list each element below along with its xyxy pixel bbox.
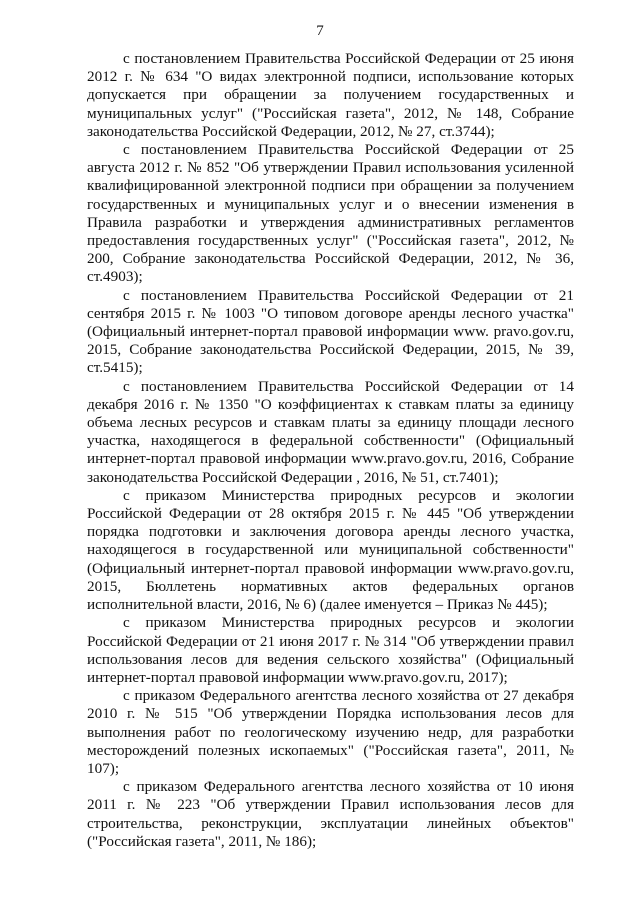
paragraph-resolution-1003: с постановлением Правительства Российской Федерации от 21 сентября 2015 г. № 1003 "О типовом договоре аренды лесного участка" (Официальный интернет-портал правовой информации www. pravo.gov.ru, 2015, Собрание законодательства Российской Федерации, 2015, № 39, ст.5415); (87, 286, 574, 377)
paragraph-order-445: с приказом Министерства природных ресурсов и экологии Российской Федерации от 28 октября 2015 г. № 445 "Об утверждении порядка подготовки и заключения договора аренды лесного участка, находящегося в государственной или муниципальной собственности" (Официальный интернет-портал правовой информации www.pravo.gov.ru, 2015, Бюллетень нормативных актов федеральных органов исполнительной власти, 2016, № 6) (далее именуется – Приказ № 445); (87, 486, 574, 614)
document-body (87, 50, 574, 851)
paragraph-resolution-852: с постановлением Правительства Российской Федерации от 25 августа 2012 г. № 852 "Об утверждении Правил использования усиленной квалифицированной электронной подписи при обращении за получением государственных и муниципальных услуг и о внесении изменения в Правила разработки и утверждения административных регламентов предоставления государственных услуг" ("Российская газета", 2012, № 200, Собрание законодательства Российской Федерации, 2012, № 36, ст.4903); (87, 141, 574, 286)
paragraph-order-223: с приказом Федерального агентства лесного хозяйства от 10 июня 2011 г. № 223 "Об утверждении Правил использования лесов для строительства, реконструкции, эксплуатации линейных объектов" ("Российская газета", 2011, № 186); (87, 778, 574, 850)
paragraph-order-314: с приказом Министерства природных ресурсов и экологии Российской Федерации от 21 июня 2017 г. № 314 "Об утверждении правил использования лесов для ведения сельского хозяйства" (Официальный интернет-портал правовой информации www.pravo.gov.ru, 2017); (87, 614, 574, 686)
paragraph-resolution-1350: с постановлением Правительства Российской Федерации от 14 декабря 2016 г. № 1350 "О коэффициентах к ставкам платы за единицу объема лесных ресурсов и ставкам платы за единицу площади лесного участка, находящегося в федеральной собственности" (Официальный интернет-портал правовой информации www.pravo.gov.ru, 2016, Собрание законодательства Российской Федерации , 2016, № 51, ст.7401); (87, 377, 574, 486)
paragraph-resolution-634: с постановлением Правительства Российской Федерации от 25 июня 2012 г. № 634 "О видах электронной подписи, использование которых допускается при обращении за получением государственных и муниципальных услуг" ("Российская газета", 2012, № 148, Собрание законодательства Российской Федерации, 2012, № 27, ст.3744); (87, 50, 574, 140)
page-number: 7 (316, 23, 324, 39)
paragraph-order-515: с приказом Федерального агентства лесного хозяйства от 27 декабря 2010 г. № 515 "Об утверждении Порядка использования лесов для выполнения работ по геологическому изучению недр, для разработки месторождений полезных ископаемых" ("Российская газета", 2011, № 107); (87, 687, 574, 777)
